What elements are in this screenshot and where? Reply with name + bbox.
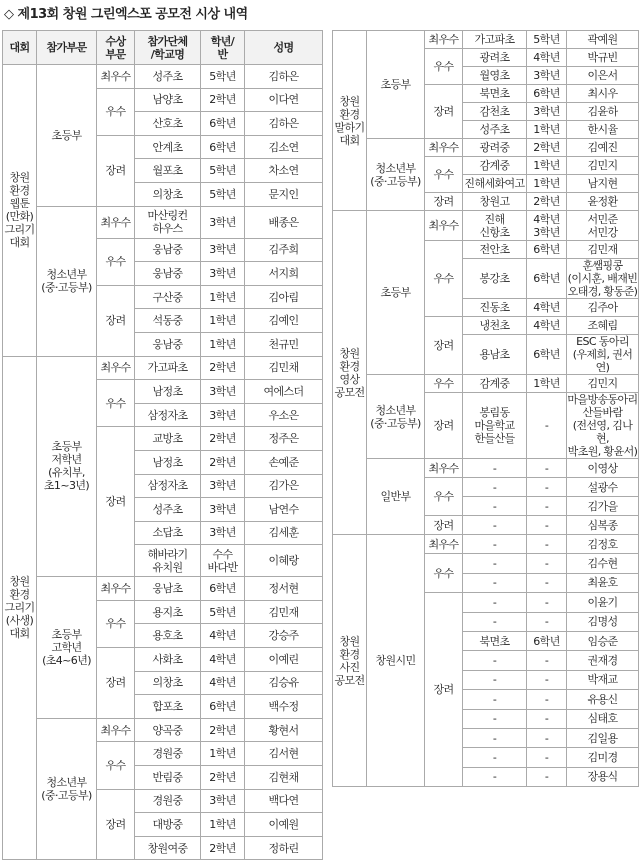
grade-cell: - [527, 767, 567, 786]
grade-cell: 5학년 [201, 159, 245, 183]
grade-cell: 1학년 [527, 375, 567, 393]
school-cell: 창원고 [463, 193, 527, 211]
award-cell: 최우수 [97, 65, 135, 89]
award-cell: 우수 [97, 600, 135, 647]
table-row [333, 211, 639, 241]
award-cell: 장려 [97, 648, 135, 719]
school-cell: 반림중 [135, 766, 201, 790]
name-cell: 김예진 [567, 139, 639, 157]
grade-cell: 3학년 [201, 262, 245, 286]
grade-cell: 4학년 [201, 648, 245, 672]
grade-cell: 4학년 [527, 317, 567, 335]
name-cell: 김민지 [567, 157, 639, 175]
grade-cell: 6학년 [527, 335, 567, 375]
table-row [3, 577, 323, 601]
grade-cell: 5학년 [201, 182, 245, 206]
grade-cell: - [527, 393, 567, 459]
grade-cell: 3학년 [201, 238, 245, 262]
name-cell: 김가을 [567, 497, 639, 516]
grade-cell: 3학년 [201, 498, 245, 522]
name-cell: 김현채 [245, 766, 323, 790]
division-cell: 초등부 고학년 (초4~6년) [37, 577, 97, 719]
name-cell: 김승유 [245, 671, 323, 695]
header-division: 참가부문 [37, 31, 97, 65]
grade-cell: 수수 바다반 [201, 545, 245, 577]
name-cell: 차소연 [245, 159, 323, 183]
school-cell: 전안초 [463, 241, 527, 259]
grade-cell: 2학년 [201, 718, 245, 742]
school-cell: 마산링컨 하우스 [135, 206, 201, 238]
school-cell: 감계중 [463, 375, 527, 393]
award-cell: 장려 [425, 317, 463, 375]
name-cell: 김하은 [245, 112, 323, 136]
table-row [333, 459, 639, 478]
school-cell: 해바라기 유치원 [135, 545, 201, 577]
name-cell: 이예원 [245, 813, 323, 837]
contest-cell: 창원 환경 그리기 (사생) 대회 [3, 356, 37, 860]
school-cell: 성주초 [463, 121, 527, 139]
award-cell: 우수 [425, 241, 463, 317]
grade-cell: 1학년 [527, 121, 567, 139]
grade-cell: 2학년 [201, 88, 245, 112]
grade-cell: 3학년 [201, 403, 245, 427]
name-cell: 백수정 [245, 695, 323, 719]
school-cell: 삼정자초 [135, 474, 201, 498]
grade-cell: - [527, 651, 567, 670]
table-row [333, 535, 639, 554]
grade-cell: - [527, 670, 567, 689]
name-cell: 김윤하 [567, 103, 639, 121]
name-cell: 배종은 [245, 206, 323, 238]
grade-cell: - [527, 459, 567, 478]
name-cell: 한시율 [567, 121, 639, 139]
name-cell: 임승준 [567, 631, 639, 650]
name-cell: 김하은 [245, 65, 323, 89]
division-cell: 일반부 [367, 459, 425, 535]
grade-cell: 6학년 [201, 112, 245, 136]
school-cell: - [463, 516, 527, 535]
school-cell: 양곡중 [135, 718, 201, 742]
grade-cell: 3학년 [527, 67, 567, 85]
school-cell: 의창초 [135, 671, 201, 695]
school-cell: 산호초 [135, 112, 201, 136]
award-cell: 우수 [97, 88, 135, 135]
name-cell: 이다연 [245, 88, 323, 112]
award-cell: 우수 [97, 238, 135, 285]
school-cell: 남정초 [135, 380, 201, 404]
contest-cell: 창원 환경 영상 공모전 [333, 211, 367, 535]
name-cell: 이예린 [245, 648, 323, 672]
table-row [3, 718, 323, 742]
award-cell: 최우수 [425, 31, 463, 49]
school-cell: 북면초 [463, 631, 527, 650]
grade-cell: 1학년 [201, 813, 245, 837]
name-cell: 이은서 [567, 67, 639, 85]
grade-cell: 5학년 [201, 65, 245, 89]
grade-cell: 2학년 [201, 836, 245, 860]
name-cell: 백다연 [245, 789, 323, 813]
grade-cell: 6학년 [201, 135, 245, 159]
school-cell: 용호초 [135, 624, 201, 648]
grade-cell: - [527, 497, 567, 516]
school-cell: - [463, 535, 527, 554]
grade-cell: 4학년 [527, 49, 567, 67]
school-cell: 진해 신항초 [463, 211, 527, 241]
grade-cell: 3학년 [201, 206, 245, 238]
award-cell: 장려 [425, 516, 463, 535]
grade-cell: - [527, 728, 567, 747]
header-school: 참가단체 /학교명 [135, 31, 201, 65]
school-cell: 봉림동 마을학교 한들산들 [463, 393, 527, 459]
grade-cell: 3학년 [201, 521, 245, 545]
name-cell: 남지현 [567, 175, 639, 193]
name-cell: 김명성 [567, 612, 639, 631]
division-cell: 초등부 저학년 (유치부, 초1~3년) [37, 356, 97, 577]
school-cell: - [463, 573, 527, 592]
grade-cell: 5학년 [527, 31, 567, 49]
name-cell: 설광수 [567, 478, 639, 497]
school-cell: 용지초 [135, 600, 201, 624]
school-cell: 웅남중 [135, 262, 201, 286]
award-cell: 우수 [425, 49, 463, 85]
award-cell: 우수 [97, 742, 135, 789]
division-cell: 창원시민 [367, 535, 425, 787]
header-contest: 대회 [3, 31, 37, 65]
school-cell: - [463, 709, 527, 728]
name-cell: 김미경 [567, 748, 639, 767]
contest-cell: 창원 환경 말하기 대회 [333, 31, 367, 211]
school-cell: - [463, 690, 527, 709]
school-cell: 성주초 [135, 65, 201, 89]
school-cell: 창원여중 [135, 836, 201, 860]
name-cell: 김예인 [245, 309, 323, 333]
name-cell: 최윤호 [567, 573, 639, 592]
name-cell: 남연수 [245, 498, 323, 522]
table-row [333, 31, 639, 49]
award-cell: 우수 [97, 380, 135, 427]
name-cell: 유용신 [567, 690, 639, 709]
table-row [3, 356, 323, 380]
name-cell: 문지인 [245, 182, 323, 206]
school-cell: 의창초 [135, 182, 201, 206]
name-cell: 정주은 [245, 427, 323, 451]
grade-cell: 2학년 [201, 427, 245, 451]
award-cell: 최우수 [425, 459, 463, 478]
table-row [3, 65, 323, 89]
school-cell: 가고파초 [463, 31, 527, 49]
grade-cell: 6학년 [201, 695, 245, 719]
school-cell: 웅남중 [135, 238, 201, 262]
contest-cell: 창원 환경 사진 공모전 [333, 535, 367, 787]
name-cell: 김민지 [567, 375, 639, 393]
name-cell: ESC 동아리 (우제희, 권서연) [567, 335, 639, 375]
award-cell: 우수 [425, 157, 463, 193]
name-cell: 이영상 [567, 459, 639, 478]
name-cell: 박규빈 [567, 49, 639, 67]
division-cell: 초등부 [37, 65, 97, 207]
grade-cell: 2학년 [201, 766, 245, 790]
grade-cell: 4학년 [527, 299, 567, 317]
award-cell: 최우수 [425, 139, 463, 157]
grade-cell: 1학년 [201, 285, 245, 309]
table-header-row [3, 31, 323, 65]
division-cell: 청소년부 (중·고등부) [37, 206, 97, 356]
table-row [333, 139, 639, 157]
grade-cell: 2학년 [201, 356, 245, 380]
grade-cell: 4학년 3학년 [527, 211, 567, 241]
name-cell: 김가은 [245, 474, 323, 498]
grade-cell: - [527, 748, 567, 767]
school-cell: 진해세화여고 [463, 175, 527, 193]
table-row [3, 206, 323, 238]
table-row [333, 375, 639, 393]
name-cell: 심태호 [567, 709, 639, 728]
name-cell: 김민채 [245, 356, 323, 380]
grade-cell: - [527, 573, 567, 592]
award-cell: 최우수 [97, 356, 135, 380]
school-cell: - [463, 612, 527, 631]
name-cell: 김주희 [245, 238, 323, 262]
grade-cell: 5학년 [201, 600, 245, 624]
name-cell: 훈쌤핑콩 (이시훈, 배재빈 오태경, 황동준) [567, 259, 638, 298]
school-cell: 웅남중 [135, 332, 201, 356]
name-cell: 김민재 [245, 600, 323, 624]
school-cell: 남정초 [135, 450, 201, 474]
school-cell: 월포초 [135, 159, 201, 183]
grade-cell: 2학년 [527, 193, 567, 211]
name-cell: 강승주 [245, 624, 323, 648]
division-cell: 청소년부 (중·고등부) [367, 139, 425, 211]
school-cell: 합포초 [135, 695, 201, 719]
name-cell: 여에스더 [245, 380, 323, 404]
school-cell: 냉천초 [463, 317, 527, 335]
school-cell: 광려중 [463, 139, 527, 157]
award-cell: 우수 [425, 478, 463, 516]
name-cell: 곽예원 [567, 31, 639, 49]
grade-cell: 1학년 [527, 157, 567, 175]
school-cell: - [463, 459, 527, 478]
name-cell: 김세훈 [245, 521, 323, 545]
contest-cell: 창원 환경 웹툰 (만화) 그리기 대회 [3, 65, 37, 357]
name-cell: 천규민 [245, 332, 323, 356]
name-cell: 이혜랑 [245, 545, 323, 577]
school-cell: 안계초 [135, 135, 201, 159]
grade-cell: 4학년 [201, 671, 245, 695]
awards-table-left [2, 30, 323, 860]
grade-cell: - [527, 612, 567, 631]
name-cell: 마을방송동아리 산들바람 (전선영, 김나현, 박초원, 황윤서) [567, 393, 638, 458]
school-cell: 감계중 [463, 157, 527, 175]
header-name: 성명 [245, 31, 323, 65]
school-cell: 월영초 [463, 67, 527, 85]
award-cell: 장려 [425, 593, 463, 787]
school-cell: 소답초 [135, 521, 201, 545]
grade-cell: - [527, 535, 567, 554]
award-cell: 장려 [97, 789, 135, 860]
name-cell: 서민준 서민강 [567, 211, 639, 241]
name-cell: 정서현 [245, 577, 323, 601]
grade-cell: 6학년 [527, 85, 567, 103]
grade-cell: 1학년 [201, 309, 245, 333]
school-cell: 감천초 [463, 103, 527, 121]
grade-cell: - [527, 709, 567, 728]
name-cell: 김민재 [567, 241, 639, 259]
name-cell: 김소연 [245, 135, 323, 159]
grade-cell: 2학년 [201, 450, 245, 474]
award-cell: 장려 [97, 285, 135, 356]
name-cell: 김아림 [245, 285, 323, 309]
name-cell: 김서현 [245, 742, 323, 766]
school-cell: - [463, 728, 527, 747]
school-cell: - [463, 593, 527, 612]
school-cell: 삼정자초 [135, 403, 201, 427]
grade-cell: 6학년 [201, 577, 245, 601]
school-cell: 석동중 [135, 309, 201, 333]
grade-cell: 3학년 [201, 380, 245, 404]
name-cell: 이윤기 [567, 593, 639, 612]
name-cell: 박재교 [567, 670, 639, 689]
award-cell: 최우수 [425, 211, 463, 241]
award-cell: 장려 [425, 393, 463, 459]
grade-cell: 4학년 [201, 624, 245, 648]
division-cell: 청소년부 (중·고등부) [37, 718, 97, 860]
school-cell: - [463, 670, 527, 689]
school-cell: - [463, 497, 527, 516]
name-cell: 김정호 [567, 535, 639, 554]
grade-cell: - [527, 516, 567, 535]
school-cell: 성주초 [135, 498, 201, 522]
page-title: ◇ 제13회 창원 그린엑스포 공모전 시상 내역 [4, 7, 248, 22]
grade-cell: - [527, 593, 567, 612]
school-cell: - [463, 651, 527, 670]
grade-cell: 3학년 [201, 789, 245, 813]
grade-cell: 3학년 [527, 103, 567, 121]
name-cell: 손예준 [245, 450, 323, 474]
school-cell: 북면초 [463, 85, 527, 103]
grade-cell: - [527, 690, 567, 709]
award-cell: 최우수 [425, 535, 463, 554]
name-cell: 최시우 [567, 85, 639, 103]
name-cell: 황현서 [245, 718, 323, 742]
school-cell: 진동초 [463, 299, 527, 317]
school-cell: 용남초 [463, 335, 527, 375]
school-cell: 대방중 [135, 813, 201, 837]
school-cell: - [463, 478, 527, 497]
name-cell: 조혜림 [567, 317, 639, 335]
grade-cell: 6학년 [527, 259, 567, 299]
school-cell: 웅남초 [135, 577, 201, 601]
division-cell: 초등부 [367, 31, 425, 139]
school-cell: 경원중 [135, 789, 201, 813]
award-cell: 우수 [425, 375, 463, 393]
header-award: 수상 부문 [97, 31, 135, 65]
school-cell: - [463, 767, 527, 786]
name-cell: 김일용 [567, 728, 639, 747]
name-cell: 정하린 [245, 836, 323, 860]
grade-cell: - [527, 554, 567, 573]
award-cell: 장려 [425, 193, 463, 211]
grade-cell: 6학년 [527, 631, 567, 650]
header-grade: 학년/ 반 [201, 31, 245, 65]
grade-cell: 1학년 [201, 332, 245, 356]
division-cell: 초등부 [367, 211, 425, 375]
school-cell: 경원중 [135, 742, 201, 766]
grade-cell: 6학년 [527, 241, 567, 259]
name-cell: 김주아 [567, 299, 639, 317]
grade-cell: 3학년 [201, 474, 245, 498]
school-cell: - [463, 748, 527, 767]
school-cell: 봉강초 [463, 259, 527, 299]
school-cell: 교방초 [135, 427, 201, 451]
name-cell: 윤정환 [567, 193, 639, 211]
award-cell: 장려 [97, 427, 135, 577]
division-cell: 청소년부 (중·고등부) [367, 375, 425, 459]
school-cell: 남양초 [135, 88, 201, 112]
school-cell: 가고파초 [135, 356, 201, 380]
award-cell: 최우수 [97, 206, 135, 238]
award-cell: 우수 [425, 554, 463, 593]
name-cell: 장용식 [567, 767, 639, 786]
award-cell: 최우수 [97, 718, 135, 742]
school-cell: 광려초 [463, 49, 527, 67]
grade-cell: - [527, 478, 567, 497]
name-cell: 김수현 [567, 554, 639, 573]
school-cell: - [463, 554, 527, 573]
school-cell: 사화초 [135, 648, 201, 672]
grade-cell: 1학년 [201, 742, 245, 766]
name-cell: 심복종 [567, 516, 639, 535]
grade-cell: 1학년 [527, 175, 567, 193]
name-cell: 우소은 [245, 403, 323, 427]
award-cell: 장려 [425, 85, 463, 139]
name-cell: 서지희 [245, 262, 323, 286]
name-cell: 권재경 [567, 651, 639, 670]
grade-cell: 2학년 [527, 139, 567, 157]
school-cell: 구산중 [135, 285, 201, 309]
award-cell: 장려 [97, 135, 135, 206]
award-cell: 최우수 [97, 577, 135, 601]
awards-table-right [332, 30, 639, 787]
